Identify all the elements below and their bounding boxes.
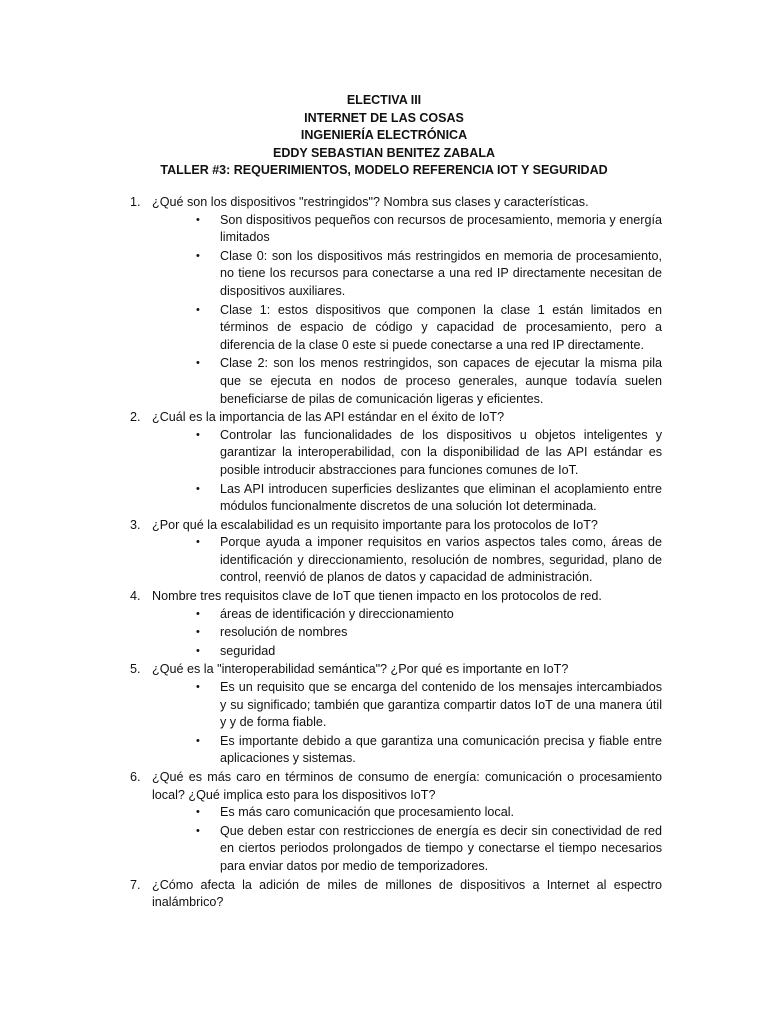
answer-text: Es más caro comunicación que procesamiento local.	[220, 805, 514, 820]
answer-list	[152, 212, 662, 409]
question-item	[130, 661, 662, 768]
assignment-title: TALLER #3: REQUERIMIENTOS, MODELO REFERENCIA IOT Y SEGURIDAD	[160, 163, 608, 177]
bullet-icon: •	[196, 681, 200, 694]
answer-item	[196, 302, 662, 355]
answer-text: Clase 1: estos dispositivos que componen la clase 1 están limitados en términos de espacio de código y capacidad de procesamiento, pero a diferencia de la clase 0 este si puede conectarse a una red IP directamente.	[220, 302, 662, 352]
course-subject: INTERNET DE LAS COSAS	[304, 110, 464, 125]
answer-text: Son dispositivos pequeños con recursos de procesamiento, memoria y energía limitados	[220, 212, 662, 245]
answer-text: seguridad	[220, 643, 276, 658]
answer-item	[196, 679, 662, 732]
answer-text: Controlar las funcionalidades de los dispositivos u objetos inteligentes y garantizar la interoperabilidad, con la disponibilidad de las API estándar es posible introducir abstracciones para funciones comunes de IoT.	[220, 427, 662, 477]
answer-text: Porque ayuda a imponer requisitos en varios aspectos tales como, áreas de identificación y direccionamiento, resolución de nombres, seguridad, plano de control, reenvió de planos de datos y capacidad de administración.	[220, 535, 662, 585]
bullet-icon: •	[196, 303, 200, 316]
answer-list	[152, 679, 662, 768]
answer-item	[196, 733, 662, 768]
course-title: ELECTIVA III	[346, 93, 422, 107]
bullet-icon: •	[196, 213, 200, 226]
author-name: EDDY SEBASTIAN BENITEZ ZABALA	[272, 145, 495, 160]
question-text: ¿Por qué la escalabilidad es un requisito importante para los protocolos de IoT?	[152, 517, 598, 532]
bullet-icon: •	[196, 824, 200, 837]
question-number: 4.	[130, 589, 141, 604]
answer-item	[196, 427, 662, 480]
answer-list	[152, 606, 662, 661]
answer-text: Que deben estar con restricciones de energía es decir sin conectividad de red en ciertos periodos prolongados de tiempo y conectarse el tiempo necesarios para enviar datos por medio de temporizadores.	[220, 823, 662, 873]
answer-text: áreas de identificación y direccionamiento	[220, 606, 454, 621]
question-item	[130, 194, 662, 408]
bullet-icon: •	[196, 249, 200, 262]
question-number: 7.	[130, 877, 141, 892]
answer-text: Es un requisito que se encarga del contenido de los mensajes intercambiados y su significado; también que garantiza compartir datos IoT de una manera útil y y de forma fiable.	[220, 680, 662, 730]
bullet-icon: •	[196, 428, 200, 441]
answer-item	[196, 606, 662, 624]
answer-item	[196, 823, 662, 876]
question-text: ¿Qué son los dispositivos "restringidos"? Nombra sus clases y características.	[152, 195, 589, 209]
answer-item	[196, 212, 662, 247]
bullet-icon: •	[196, 644, 200, 657]
answer-list	[152, 534, 662, 587]
answer-item	[196, 534, 662, 587]
question-number: 1.	[130, 195, 141, 209]
answer-list	[152, 804, 662, 875]
question-item	[130, 769, 662, 876]
bullet-icon: •	[196, 357, 200, 370]
answer-item	[196, 481, 662, 516]
bullet-icon: •	[196, 734, 200, 747]
question-number: 6.	[130, 770, 141, 784]
answer-text: Clase 2: son los menos restringidos, son capaces de ejecutar la misma pila que se ejecuta en nodos de proceso generales, aunque todavía suelen beneficiarse de pilas de comunicación ligeras y eficientes.	[220, 356, 662, 406]
question-item	[130, 409, 662, 516]
bullet-icon: •	[196, 607, 200, 620]
question-number: 5.	[130, 662, 141, 677]
question-text: Nombre tres requisitos clave de IoT que tienen impacto en los protocolos de red.	[152, 589, 602, 604]
question-item	[130, 588, 662, 660]
questions-list	[130, 194, 662, 912]
answer-item	[196, 624, 662, 642]
question-text: ¿Qué es la "interoperabilidad semántica"? ¿Por qué es importante en IoT?	[152, 662, 569, 677]
answer-item	[196, 355, 662, 408]
question-number: 3.	[130, 517, 141, 532]
document-header	[0, 92, 768, 180]
answer-text: resolución de nombres	[220, 625, 348, 640]
bullet-icon: •	[196, 482, 200, 495]
question-text: ¿Qué es más caro en términos de consumo de energía: comunicación o procesamiento local? ¿Qué implica esto para los dispositivos IoT?	[152, 770, 662, 802]
bullet-icon: •	[196, 626, 200, 639]
question-text: ¿Cómo afecta la adición de miles de millones de dispositivos a Internet al espectro inalámbrico?	[152, 877, 662, 910]
answer-item	[196, 804, 662, 822]
question-item	[130, 517, 662, 587]
answer-item	[196, 643, 662, 661]
bullet-icon: •	[196, 536, 200, 549]
question-number: 2.	[130, 410, 141, 425]
answer-text: Clase 0: son los dispositivos más restringidos en memoria de procesamiento, no tiene los recursos para conectarse a una red IP directamente necesitan de dispositivos auxiliares.	[220, 248, 662, 298]
question-text: ¿Cuál es la importancia de las API estándar en el éxito de IoT?	[152, 410, 505, 425]
answer-item	[196, 248, 662, 301]
answer-text: Es importante debido a que garantiza una comunicación precisa y fiable entre aplicaciones y sistemas.	[220, 733, 662, 766]
answer-text: Las API introducen superficies deslizantes que eliminan el acoplamiento entre módulos funcionalmente discretos de una solución Iot determinada.	[220, 481, 662, 514]
program-name: INGENIERÍA ELECTRÓNICA	[300, 128, 468, 142]
question-item	[130, 877, 662, 912]
answer-list	[152, 427, 662, 516]
bullet-icon: •	[196, 806, 200, 819]
